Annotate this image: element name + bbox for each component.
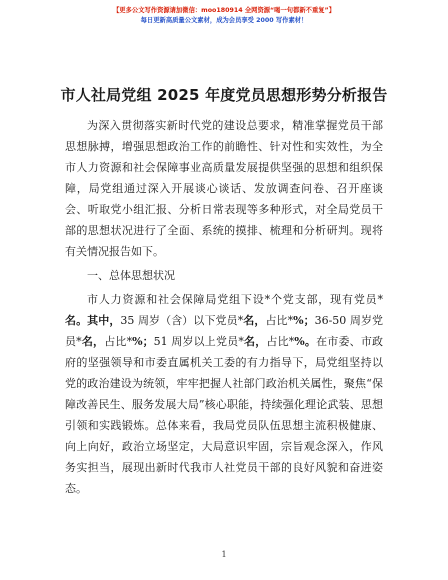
section-heading-overall: 一、总体思想状况	[87, 269, 175, 282]
p2-text-4: 36-50 周岁党员*	[65, 314, 384, 348]
p2-text-8: 在市委、市政府的坚强领导和市委直属机关工委的有力指导下，局党组坚持以党的政治建设为统领，牢牢把握人社部门政治机关属性，聚焦“保障改善民生、服务发展大局”核心职能，持续强化理论武装、思想引领和实践锻炼。总体来看，我局党员队伍思想主流积极健康、向上向好，政治立场坚定，大局意识牢固，宗旨观念深入，作风务实担当，展现出新时代我市人社党员干部的良好风貌和奋进姿态。	[65, 335, 384, 495]
p2-bold-3: %；	[293, 314, 315, 327]
p2-bold-6: 名，	[243, 335, 267, 348]
p2-bold-5: %；	[132, 335, 154, 348]
p2-text-1: 市人力资源和社会保障局党组下设*个党支部，现有党员*	[87, 293, 383, 306]
p2-text-3: 占比*	[265, 314, 294, 327]
p2-text-5: 占比*	[104, 335, 133, 348]
p2-bold-1: 名。其中，	[65, 314, 121, 327]
p2-bold-4: 名，	[81, 335, 105, 348]
document-title: 市人社局党组 2025 年度党员思想形势分析报告	[60, 86, 388, 104]
page-number: 1	[221, 550, 227, 559]
intro-paragraph: 为深入贯彻落实新时代党的建设总要求，精准掌握党员干部思想脉搏，增强思想政治工作的前瞻性、针对性和实效性，为全市人力资源和社会保障事业高质量发展提供坚强的思想和组织保障，局党组通过深入开展谈心谈话、发放调查问卷、召开座谈会、听取党小组汇报、分析日常表现等多种形式，对全局党员干部的思想状况进行了全面、系统的摸排、梳理和分析研判。现将有关情况报告如下。	[65, 119, 383, 258]
promo-banner-line-2: 每日更新高质量公文素材，成为会员享受 2000 写作素材！	[140, 17, 308, 24]
p2-bold-2: 名，	[243, 314, 266, 327]
document-body	[65, 115, 383, 499]
overall-status-paragraph	[65, 289, 383, 499]
promo-banner-line-1: 【更多公文写作资源请加微信：moo180914 全网资源“喝一句都新不重复”】	[113, 7, 335, 14]
promo-banner	[0, 6, 448, 26]
p2-text-6: 51 周岁以上党员*	[153, 335, 244, 348]
p2-text-7: 占比*	[266, 335, 295, 348]
p2-text-2: 35 周岁（含）以下党员*	[120, 314, 244, 327]
p2-bold-7: %。	[294, 335, 317, 348]
